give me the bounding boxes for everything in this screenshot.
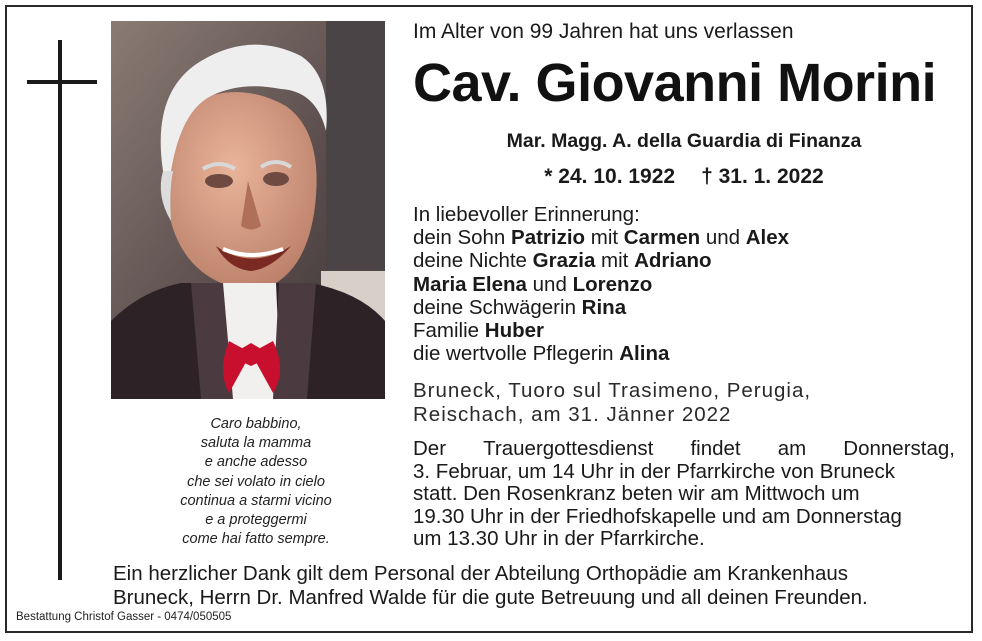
family-member: Patrizio <box>511 226 586 250</box>
places-line: Reischach, am 31. Jänner 2022 <box>413 403 732 426</box>
family-member: Maria Elena <box>413 272 527 296</box>
intro-text: Im Alter von 99 Jahren hat uns verlassen <box>413 20 794 43</box>
funeral-service-text <box>413 438 955 551</box>
poem-line: saluta la mamma <box>200 435 312 452</box>
family-list <box>413 203 789 365</box>
family-text: mit <box>585 226 624 250</box>
family-text: mit <box>595 249 635 273</box>
family-line <box>413 273 789 296</box>
death-date: † 31. 1. 2022 <box>701 165 824 188</box>
thanks-line: Bruneck, Herrn Dr. Manfred Walde für die gute Betreuung und all deinen Freunden. <box>113 586 868 609</box>
family-member: Lorenzo <box>572 272 653 296</box>
service-line <box>413 438 955 461</box>
family-member: Rina <box>581 295 627 319</box>
service-line: statt. Den Rosenkranz beten wir am Mittwoch um <box>413 482 860 506</box>
family-text: deine Schwägerin <box>413 295 582 319</box>
poem-line: Caro babbino, <box>210 416 302 432</box>
family-text: Familie <box>413 319 485 343</box>
cross-icon <box>58 40 62 580</box>
service-line: um 13.30 Uhr in der Pfarrkirche. <box>413 527 705 551</box>
family-line <box>413 296 789 319</box>
family-member: Adriano <box>634 249 712 273</box>
family-line <box>413 342 789 365</box>
service-word: Trauergottesdienst <box>483 437 654 460</box>
thanks-text <box>113 562 868 610</box>
service-line: 3. Februar, um 14 Uhr in der Pfarrkirche von Bruneck <box>413 459 895 483</box>
poem-line: continua a starmi vicino <box>180 492 332 509</box>
poem-line: come hai fatto sempre. <box>182 531 330 548</box>
service-line: 19.30 Uhr in der Friedhofskapelle und am Donnerstag <box>413 504 902 528</box>
deceased-name: Cav. Giovanni Morini <box>413 53 937 113</box>
birth-date: * 24. 10. 1922 <box>544 165 676 188</box>
service-word: Donnerstag, <box>843 437 955 460</box>
places-line: Bruneck, Tuoro sul Trasimeno, Perugia, <box>413 379 812 402</box>
poem-line: e anche adesso <box>204 454 308 471</box>
portrait-photo <box>111 21 385 399</box>
poem-line: che sei volato in cielo <box>187 473 325 490</box>
family-text: dein Sohn <box>413 226 512 250</box>
poem-line: e a proteggermi <box>205 512 307 529</box>
family-text: und <box>700 226 746 250</box>
service-word: findet <box>690 437 741 460</box>
family-member: Grazia <box>532 249 596 273</box>
life-dates <box>413 165 955 189</box>
poem <box>110 415 402 549</box>
family-text: deine Nichte <box>413 249 533 273</box>
service-word: am <box>777 437 807 460</box>
family-member: Alina <box>619 342 670 366</box>
family-line <box>413 319 789 342</box>
rank-title: Mar. Magg. A. della Guardia di Finanza <box>506 130 862 152</box>
service-word: Der <box>413 437 447 460</box>
family-line <box>413 249 789 272</box>
memory-heading: In liebevoller Erinnerung: <box>413 203 640 226</box>
family-text: und <box>526 272 573 296</box>
family-member: Alex <box>745 226 790 250</box>
cross-icon-bar <box>27 80 97 84</box>
family-text: die wertvolle Pflegerin <box>413 342 620 366</box>
funeral-home-credit: Bestattung Christof Gasser - 0474/050505 <box>16 611 232 623</box>
family-member: Carmen <box>623 226 701 250</box>
thanks-line: Ein herzlicher Dank gilt dem Personal der Abteilung Orthopädie am Krankenhaus <box>113 562 848 585</box>
family-member: Huber <box>484 319 544 343</box>
family-line <box>413 226 789 249</box>
place-date <box>413 379 955 427</box>
